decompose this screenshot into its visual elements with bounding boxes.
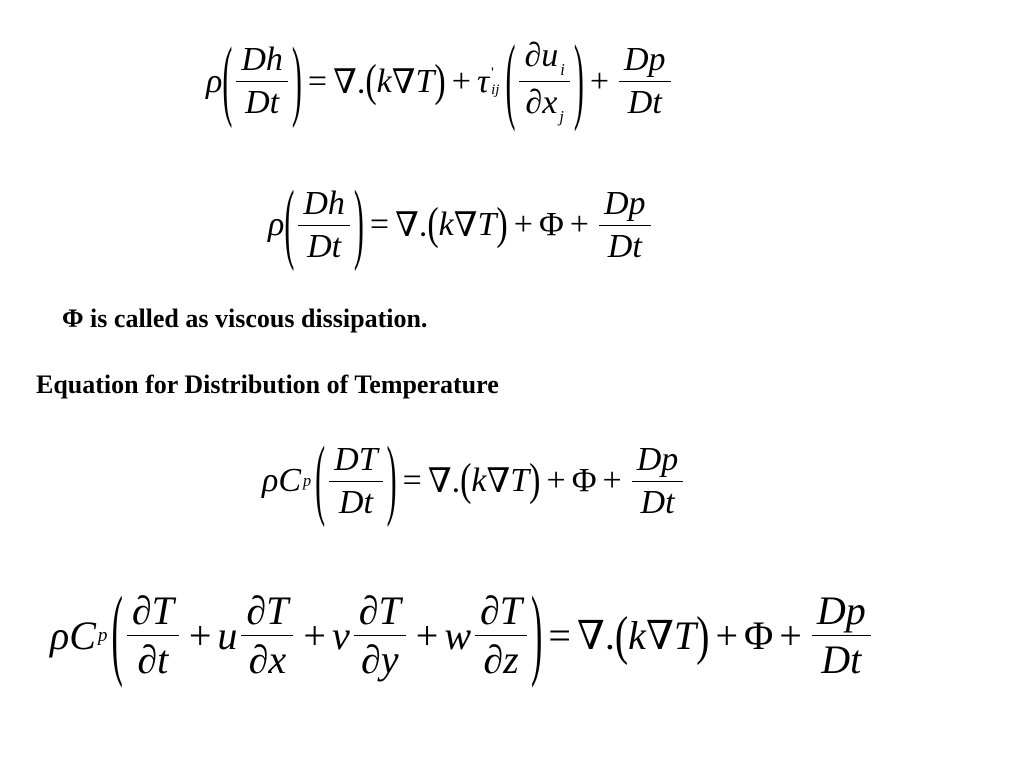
u-symbol: u: [217, 613, 238, 658]
denominator: ∂x: [241, 635, 293, 681]
denominator: Dt: [236, 81, 288, 121]
phi-symbol: Φ: [538, 206, 564, 244]
right-paren: ): [291, 30, 302, 130]
equals-sign: =: [402, 462, 422, 500]
fraction-dp-dt: [619, 42, 671, 120]
nabla-symbol: ∇: [453, 207, 478, 245]
right-paren: ): [353, 174, 364, 274]
plus-sign: +: [715, 613, 739, 658]
tau-symbol: τ: [476, 62, 490, 100]
denominator: Dt: [599, 225, 651, 265]
rho-symbol: ρ: [262, 462, 279, 500]
plus-sign: +: [546, 462, 566, 500]
numerator: DT: [334, 441, 378, 478]
left-paren: (: [111, 578, 123, 690]
plus-sign: +: [569, 206, 589, 244]
nabla-symbol: ∇: [645, 613, 674, 658]
denominator: ∂z: [475, 635, 527, 681]
equals-sign: =: [548, 613, 571, 658]
equals-sign: =: [369, 206, 390, 244]
fraction-dp-dt: [599, 186, 651, 264]
k-symbol: k: [628, 613, 646, 658]
equation-2: [268, 174, 655, 274]
i-sub: i: [560, 59, 565, 79]
equals-sign: =: [307, 62, 328, 100]
denominator: [519, 81, 569, 125]
k-symbol: k: [471, 462, 487, 500]
numerator: ∂T: [131, 588, 174, 633]
viscous-dissipation-note: Φ is called as viscous dissipation.: [62, 304, 428, 333]
equation-1: [206, 27, 675, 133]
plus-sign: +: [188, 613, 212, 658]
c-symbol: C: [278, 462, 302, 500]
plus-sign: +: [451, 62, 471, 100]
p-sub: p: [303, 471, 312, 491]
numerator: [519, 38, 569, 81]
rho-symbol: ρ: [50, 613, 70, 658]
equation-3: [262, 430, 687, 530]
plus-sign: +: [779, 613, 802, 658]
denominator: Dt: [619, 81, 671, 121]
tau-indices: [491, 65, 499, 98]
fraction-dT-dy: [354, 590, 406, 681]
right-paren: ): [696, 605, 710, 666]
v-symbol: v: [331, 613, 350, 658]
right-paren: ): [573, 27, 584, 133]
j-sub: j: [559, 107, 564, 127]
fraction-dT-dt: [127, 590, 179, 681]
fraction-du-dx: [519, 38, 569, 125]
denominator: Dt: [329, 481, 382, 521]
denominator: ∂t: [127, 635, 179, 681]
dx: ∂x: [525, 84, 558, 122]
plus-sign: +: [513, 206, 533, 244]
section-heading: Equation for Distribution of Temperature: [36, 370, 499, 399]
nabla-dot: ∇.: [576, 613, 615, 658]
right-paren: ): [434, 55, 446, 106]
denominator: Dt: [298, 225, 350, 265]
fraction-dh-dt: [236, 42, 288, 120]
left-paren: (: [365, 55, 377, 106]
equation-4: [50, 578, 875, 690]
w-symbol: w: [444, 613, 471, 658]
right-paren: ): [529, 455, 541, 506]
numerator: Dp: [816, 588, 866, 633]
plus-sign: +: [589, 62, 609, 100]
t-symbol: T: [415, 62, 435, 100]
c-symbol: C: [69, 613, 96, 658]
nabla-dot: ∇.: [333, 63, 366, 101]
denominator: ∂y: [354, 635, 406, 681]
phi-symbol: Φ: [744, 613, 774, 658]
numerator: Dp: [636, 441, 679, 478]
numerator: Dh: [241, 41, 283, 79]
left-paren: (: [284, 174, 295, 274]
right-paren: ): [496, 199, 508, 250]
prime-mark: ': [491, 65, 494, 82]
fraction-dT-dz: [475, 590, 527, 681]
numerator: Dh: [303, 185, 345, 222]
numerator: Dp: [603, 185, 646, 222]
ij-index: ij: [491, 81, 500, 98]
nabla-dot: ∇.: [395, 207, 428, 245]
du: ∂u: [524, 37, 559, 74]
fraction-dT-dx: [241, 590, 293, 681]
numerator: Dp: [624, 41, 666, 79]
k-symbol: k: [438, 206, 454, 244]
t-symbol: T: [477, 206, 497, 244]
nabla-dot: ∇.: [427, 463, 461, 501]
plus-sign: +: [303, 613, 326, 658]
p-sub: p: [97, 624, 108, 646]
nabla-symbol: ∇: [486, 463, 511, 501]
t-symbol: T: [510, 462, 530, 500]
left-paren: (: [460, 455, 472, 506]
k-symbol: k: [376, 62, 392, 100]
nabla-symbol: ∇: [391, 63, 416, 101]
numerator: ∂T: [246, 588, 289, 633]
fraction-dh-dt: [298, 186, 350, 264]
denominator: Dt: [812, 635, 871, 681]
left-paren: (: [315, 430, 326, 530]
denominator: Dt: [632, 481, 684, 521]
right-paren: ): [531, 578, 543, 690]
numerator: ∂T: [358, 588, 401, 633]
right-paren: ): [386, 430, 397, 530]
left-paren: (: [427, 199, 439, 250]
plus-sign: +: [415, 613, 439, 658]
left-paren: (: [222, 30, 233, 130]
left-paren: (: [614, 605, 629, 666]
t-symbol: T: [673, 613, 697, 658]
plus-sign: +: [602, 462, 622, 500]
numerator: ∂T: [480, 588, 523, 633]
fraction-dp-dt: [632, 442, 684, 520]
phi-symbol: Φ: [571, 462, 597, 500]
fraction-dt-dt: [329, 442, 382, 520]
rho-symbol: ρ: [206, 62, 223, 100]
rho-symbol: ρ: [268, 206, 285, 244]
fraction-dp-dt: [812, 590, 871, 681]
left-paren: (: [505, 27, 516, 133]
